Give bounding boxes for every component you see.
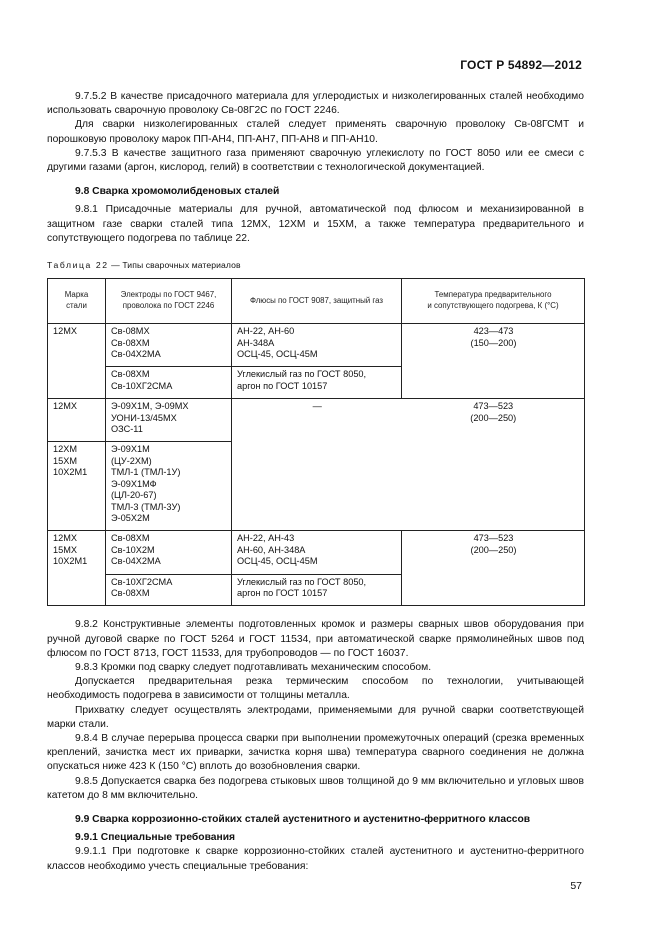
header-steel-grade: Марка стали bbox=[48, 279, 106, 324]
paragraph-wire-low-alloy: Для сварки низколегированных сталей следует применять сварочную проволоку Св-08ГСМТ и порошковую проволоку марок ПП-АН4, ПП-АН7, ПП-АН8 и ПП-АН10. bbox=[47, 119, 584, 145]
table-row bbox=[48, 324, 585, 367]
paragraph-thermal-cutting: Допускается предварительная резка термическим способом по технологии, учитывающей необходимость подогрева в зависимости от толщины металла. bbox=[47, 676, 584, 702]
welding-materials-table bbox=[47, 278, 585, 606]
paragraph-9-7-5-2: 9.7.5.2 В качестве присадочного материала для углеродистых и низколегированных сталей необходимо использовать сварочную проволоку Св-08Г2С по ГОСТ 2246. bbox=[47, 91, 584, 117]
paragraph-tack-welding: Прихватку следует осуществлять электродами, применяемыми для ручной сварки соответствующей марки стали. bbox=[47, 704, 584, 730]
header-preheat-temperature: Температура предварительного и сопутствующего подогрева, К (°С) bbox=[402, 279, 585, 324]
page-number: 57 bbox=[570, 880, 582, 892]
temperature-cell: 473—523 (200—250) bbox=[402, 531, 585, 606]
flux-cell: Углекислый газ по ГОСТ 8050, аргон по ГОСТ 10157 bbox=[232, 574, 402, 606]
table-header-row bbox=[48, 279, 585, 324]
paragraph-9-8-2: 9.8.2 Конструктивные элементы подготовленных кромок и размеры сварных швов оборудования при ручной дуговой сварке по ГОСТ 5264 и ГОСТ 11534, при автоматической сварке прямолинейных швов под флюсом по ГОСТ 8713, ГОСТ 11533, для трубопроводов — по ГОСТ 16037. bbox=[47, 619, 584, 659]
steel-grade-cell: 12МХ 15МХ 10Х2М1 bbox=[48, 531, 106, 606]
flux-cell: — bbox=[232, 399, 402, 531]
flux-cell: АН-22, АН-43 АН-60, АН-348А ОСЦ-45, ОСЦ-45М bbox=[232, 531, 402, 574]
electrode-cell: Св-08ХМ Св-10Х2М Св-04Х2МА bbox=[106, 531, 232, 574]
table-caption-prefix: Таблица 22 bbox=[47, 260, 109, 271]
paragraph-9-8-3: 9.8.3 Кромки под сварку следует подготавливать механическим способом. bbox=[75, 661, 432, 673]
electrode-cell: Св-10ХГ2СМА Св-08ХМ bbox=[106, 574, 232, 606]
paragraph-9-8-4: 9.8.4 В случае перерыва процесса сварки при выполнении промежуточных операций (срезка временных креплений, зачистка мест их приварки, зачистка корня шва) температура сварного соединения не должна опускаться ниже 423 К (150 °С) вплоть до возобновления сварки. bbox=[47, 732, 584, 773]
section-heading-9-9: 9.9 Сварка коррозионно-стойких сталей аустенитного и аустенитно-ферритного классов bbox=[75, 814, 531, 825]
table-caption bbox=[47, 258, 584, 272]
page-content bbox=[47, 90, 584, 874]
steel-grade-cell: 12МХ bbox=[48, 324, 106, 399]
document-header: ГОСТ Р 54892—2012 bbox=[460, 58, 582, 72]
temperature-cell: 473—523 (200—250) bbox=[402, 399, 585, 531]
electrode-cell: Э-09Х1М (ЦУ-2ХМ) ТМЛ-1 (ТМЛ-1У) Э-09Х1МФ (ЦЛ-20-67) ТМЛ-3 (ТМЛ-3У) Э-05Х2М bbox=[106, 442, 232, 531]
table-row bbox=[48, 399, 585, 442]
paragraph-9-7-5-3: 9.7.5.3 В качестве защитного газа применяют сварочную углекислоту по ГОСТ 8050 или ее смеси с другими газами (аргон, кислород, гелий) в соответствии с технологической документацией. bbox=[47, 147, 584, 174]
header-electrodes-wire: Электроды по ГОСТ 9467, проволока по ГОСТ 2246 bbox=[106, 279, 232, 324]
flux-cell: АН-22, АН-60 АН-348А ОСЦ-45, ОСЦ-45М bbox=[232, 324, 402, 367]
paragraph-9-8-1: 9.8.1 Присадочные материалы для ручной, автоматической под флюсом и механизированной в защитном газе сварки сталей типа 12МХ, 12ХМ и 15ХМ, а также температура предварительного и сопутствующего подогрева по таблице 22. bbox=[47, 204, 584, 244]
steel-grade-cell: 12ХМ 15ХМ 10Х2М1 bbox=[48, 442, 106, 531]
flux-cell: Углекислый газ по ГОСТ 8050, аргон по ГОСТ 10157 bbox=[232, 367, 402, 399]
electrode-cell: Э-09Х1М, Э-09МХ УОНИ-13/45МХ ОЗС-11 bbox=[106, 399, 232, 442]
steel-grade-cell: 12МХ bbox=[48, 399, 106, 442]
paragraph-9-8-5: 9.8.5 Допускается сварка без подогрева стыковых швов толщиной до 9 мм включительно и угловых швов катетом до 8 мм включительно. bbox=[47, 775, 584, 801]
paragraph-9-9-1-1: 9.9.1.1 При подготовке к сварке коррозионно-стойких сталей аустенитного и аустенитно-ферритного классов необходимо учесть специальные требования: bbox=[47, 846, 584, 872]
electrode-cell: Св-08МХ Св-08ХМ Св-04Х2МА bbox=[106, 324, 232, 367]
header-flux-gas: Флюсы по ГОСТ 9087, защитный газ bbox=[232, 279, 402, 324]
subsection-heading-9-9-1: 9.9.1 Специальные требования bbox=[75, 832, 236, 844]
electrode-cell: Св-08ХМ Св-10ХГ2СМА bbox=[106, 367, 232, 399]
section-heading-9-8: 9.8 Сварка хромомолибденовых сталей bbox=[75, 186, 280, 198]
temperature-cell: 423—473 (150—200) bbox=[402, 324, 585, 399]
table-row bbox=[48, 531, 585, 574]
table-caption-text: — Типы сварочных материалов bbox=[108, 260, 241, 271]
